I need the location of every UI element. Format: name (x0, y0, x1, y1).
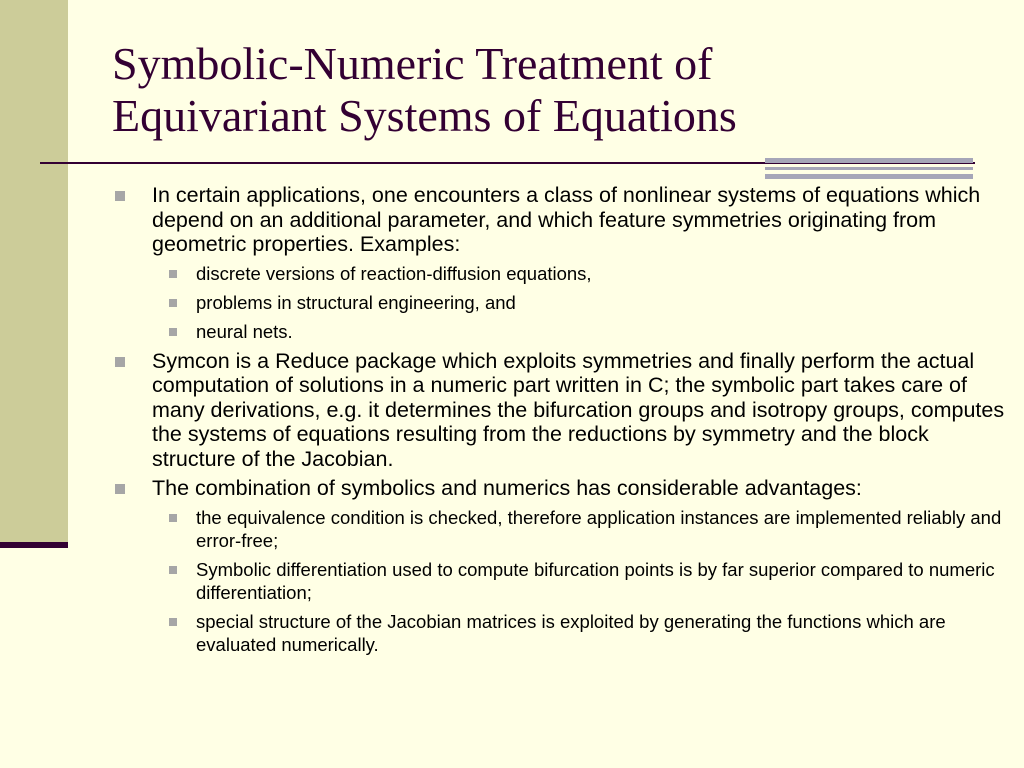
slide-title-line: Equivariant Systems of Equations (112, 90, 737, 141)
title-grey-accent-lines (765, 158, 973, 180)
bullet-text: The combination of symbolics and numerics has considerable advantages: (152, 476, 862, 500)
sub-bullet-item (152, 320, 1017, 343)
sub-bullet-item (152, 558, 1017, 604)
sub-bullet-text: special structure of the Jacobian matrices is exploited by generating the functions which are evaluated numerically. (196, 610, 946, 655)
sub-bullet-text: Symbolic differentiation used to compute bifurcation points is by far superior compared to numeric differentiation; (196, 558, 995, 603)
small-square-bullet-icon (169, 328, 177, 336)
bullet-item (112, 183, 1017, 257)
small-square-bullet-icon (169, 566, 177, 574)
slide-body (112, 183, 1017, 662)
square-bullet-icon (115, 357, 125, 367)
square-bullet-icon (115, 484, 125, 494)
slide-title (112, 38, 992, 142)
side-decoration-bar (0, 0, 68, 548)
bullet-text: Symcon is a Reduce package which exploits symmetries and finally perform the actual computation of solutions in a numeric part written in C; the symbolic part takes care of many derivations, e.g. it determines the bifurcation groups and isotropy groups, computes the systems of equations resulting from the reductions by symmetry and the block structure of the Jacobian. (152, 348, 1005, 471)
sub-bullet-text: discrete versions of reaction-diffusion equations, (196, 262, 592, 284)
sub-bullet-item (152, 610, 1017, 656)
sub-bullet-item (152, 262, 1017, 285)
bullet-text: In certain applications, one encounters a class of nonlinear systems of equations which depend on an additional parameter, and which feature symmetries originating from geometric properties. Examples: (152, 183, 981, 256)
sub-bullet-list (112, 506, 1017, 656)
sub-bullet-text: neural nets. (196, 320, 293, 342)
sub-bullet-list (112, 262, 1017, 343)
small-square-bullet-icon (169, 299, 177, 307)
sub-bullet-text: the equivalence condition is checked, therefore application instances are implemented reliably and error-free; (196, 506, 1002, 551)
slide-title-line: Symbolic-Numeric Treatment of (112, 38, 713, 89)
square-bullet-icon (115, 191, 125, 201)
side-bar-accent-line (0, 542, 68, 548)
small-square-bullet-icon (169, 618, 177, 626)
bullet-item (112, 349, 1017, 472)
bullet-item (112, 476, 1017, 501)
sub-bullet-item (152, 291, 1017, 314)
small-square-bullet-icon (169, 270, 177, 278)
small-square-bullet-icon (169, 514, 177, 522)
sub-bullet-item (152, 506, 1017, 552)
sub-bullet-text: problems in structural engineering, and (196, 291, 516, 313)
